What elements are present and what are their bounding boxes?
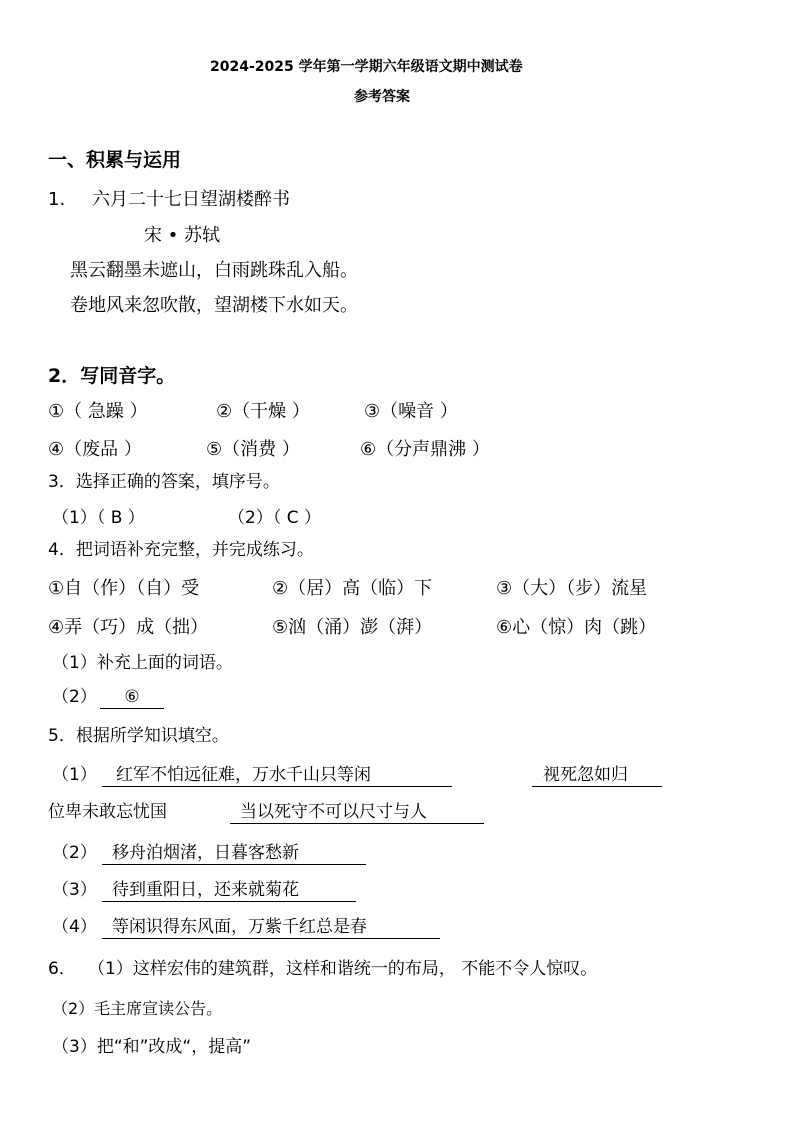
q5-answer: 待到重阳日，还来就菊花	[102, 882, 356, 902]
q4-heading: 4．把词语补充完整，并完成练习。	[48, 540, 314, 560]
q5-answer: 移舟泊烟渚，日暮客愁新	[102, 845, 366, 865]
q2-answer: ③（噪音 ）	[364, 401, 458, 422]
q5-answer: 等闲识得东风面，万紫千红总是春	[102, 919, 440, 939]
section-heading: 一、积累与运用	[48, 149, 182, 171]
q5-line-2-label: （2）	[52, 843, 97, 863]
poem-author: 宋 • 苏轼	[144, 225, 221, 246]
poem-line-1: 黑云翻墨未遮山，白雨跳珠乱入船。	[70, 260, 358, 281]
q4-sub-2-answer: ⑥	[100, 689, 164, 709]
q6-label: 6．	[48, 959, 76, 979]
q6-answer-1: （1）这样宏伟的建筑群，这样和谐统一的布局， 不能不令人惊叹。	[88, 959, 598, 979]
q5-line-3-label: （3）	[52, 880, 97, 900]
q5-line-4-label: （4）	[52, 917, 97, 937]
q4-idiom: ④弄（巧）成（拙）	[48, 617, 209, 638]
q6-answer-2: （2）毛主席宣读公告。	[52, 999, 223, 1018]
q4-idiom: ②（居）高（临）下	[272, 578, 433, 599]
q2-answer: ⑤（消费 ）	[206, 439, 300, 460]
q2-answer: ⑥（分声鼎沸 ）	[360, 439, 490, 460]
doc-subtitle: 参考答案	[354, 89, 410, 105]
q4-sub-2-label: （2）	[52, 687, 97, 707]
q4-idiom: ⑤汹（涌）澎（湃）	[272, 617, 433, 638]
q5-heading: 5．根据所学知识填空。	[48, 726, 229, 746]
q4-idiom: ⑥心（惊）肉（跳）	[496, 617, 657, 638]
q5-answer: 位卑未敢忘忧国	[48, 802, 167, 822]
q3-heading: 3．选择正确的答案，填序号。	[48, 472, 280, 492]
q6-answer-3: （3）把“和”改成“，提高”	[52, 1037, 252, 1057]
poem-title: 六月二十七日望湖楼醉书	[92, 189, 290, 210]
q3-answer-1: （1）（ B ）	[52, 508, 145, 528]
q2-answer: ④（废品 ）	[48, 439, 142, 460]
q4-idiom: ①自（作）（自）受	[48, 578, 200, 599]
q5-answer: 当以死守不可以尺寸与人	[230, 804, 484, 824]
q1-label: 1.	[48, 189, 66, 210]
q2-answer: ②（干燥 ）	[216, 401, 310, 422]
q2-heading: 2．写同音字。	[48, 365, 176, 387]
poem-line-2: 卷地风来忽吹散，望湖楼下水如天。	[70, 295, 358, 316]
q4-idiom: ③（大）（步）流星	[496, 578, 648, 599]
q5-answer: 视死忽如归	[532, 767, 662, 787]
q5-line-1-label: （1）	[52, 765, 97, 785]
doc-title: 2024-2025 学年第一学期六年级语文期中测试卷	[210, 59, 523, 75]
q5-answer: 红军不怕远征难，万水千山只等闲	[102, 767, 452, 787]
q4-sub-1: （1）补充上面的词语。	[52, 653, 233, 673]
q3-answer-2: （2）（ C ）	[228, 508, 321, 528]
q2-answer: ①（ 急躁 ）	[48, 401, 148, 422]
